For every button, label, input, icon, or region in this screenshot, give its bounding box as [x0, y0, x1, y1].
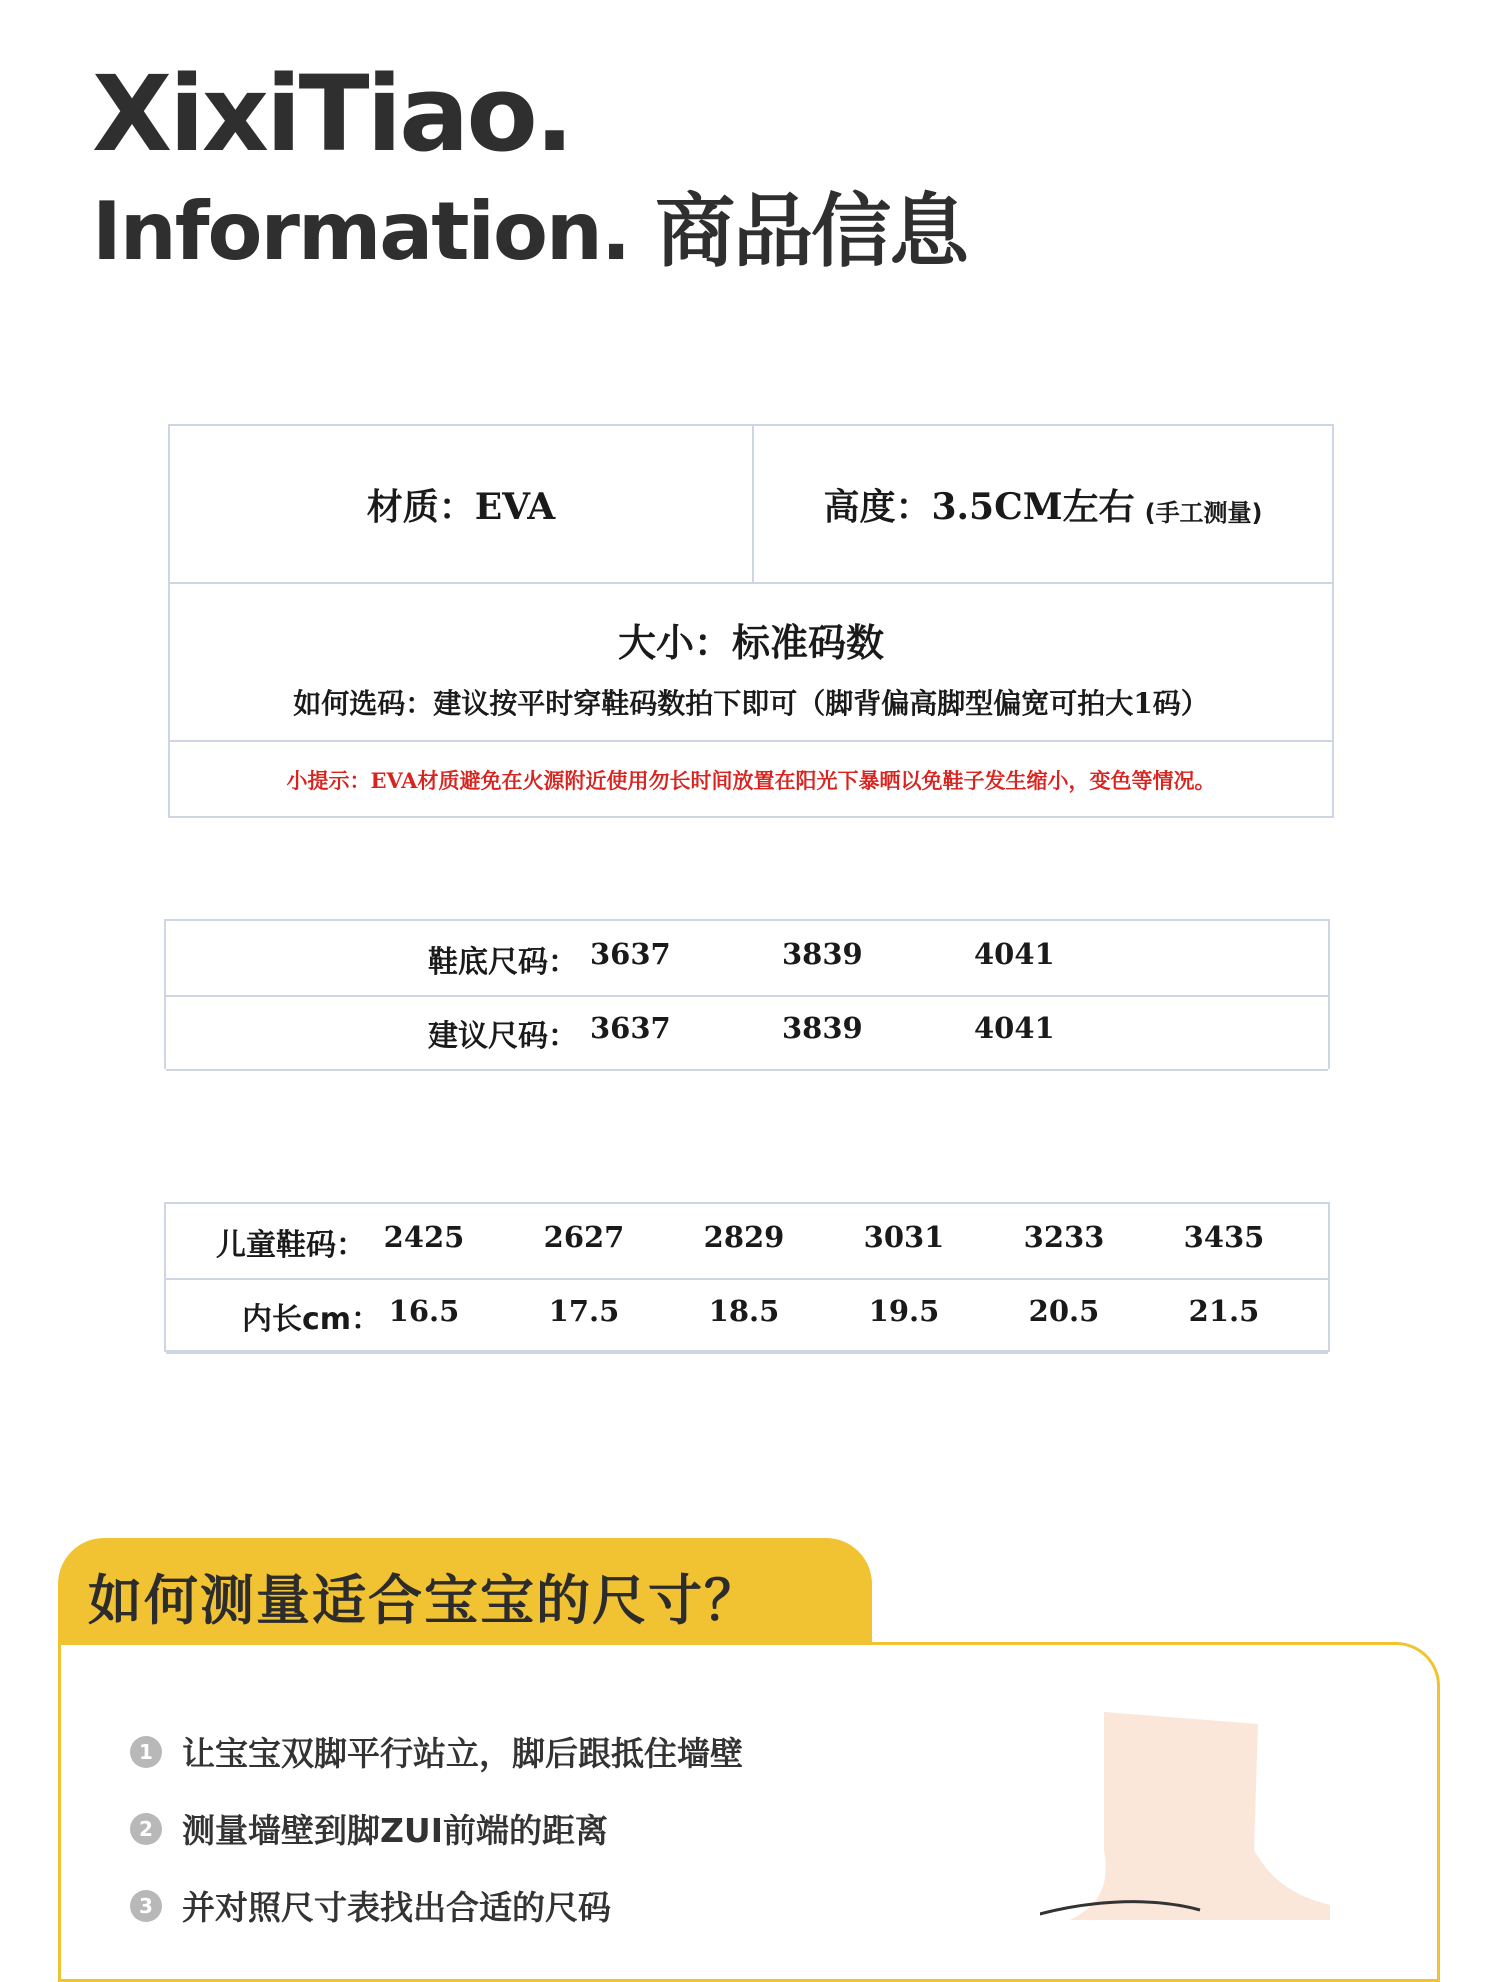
- step-number-badge: 1: [130, 1736, 162, 1768]
- step-text: 让宝宝双脚平行站立，脚后跟抵住墙壁: [182, 1734, 743, 1773]
- row-label: 建议尺码：: [428, 1019, 578, 1054]
- length-value: 19.5: [868, 1294, 940, 1328]
- foot-illustration: [1040, 1700, 1340, 1920]
- adult-size-table: [164, 919, 1330, 1069]
- step-number-badge: 2: [130, 1813, 162, 1845]
- measure-step: [130, 1805, 608, 1852]
- table-row: [166, 921, 1328, 997]
- spec-table: [168, 424, 1334, 818]
- step-number-badge: 3: [130, 1890, 162, 1922]
- size-value: 2425: [383, 1220, 465, 1254]
- spec-row-material-height: [170, 426, 1332, 584]
- size-advice: 如何选码：建议按平时穿鞋码数拍下即可（脚背偏高脚型偏宽可拍大1码）: [293, 687, 1209, 720]
- care-tip: 小提示：EVA材质避免在火源附近使用勿长时间放置在阳光下暴晒以免鞋子发生缩小，变色等情况。: [286, 768, 1216, 793]
- size-value: 4041: [974, 1011, 1055, 1045]
- size-value: 3839: [782, 1011, 863, 1045]
- table-row: [166, 1204, 1328, 1280]
- size-value: 3839: [782, 937, 863, 971]
- size-value: 3031: [863, 1220, 945, 1254]
- length-value: 20.5: [1028, 1294, 1100, 1328]
- size-value: 3637: [590, 937, 671, 971]
- size-heading: 大小：标准码数: [617, 621, 884, 665]
- page-title: Information. 商品信息: [92, 185, 968, 278]
- size-value: 3233: [1023, 1220, 1105, 1254]
- material-cell: [170, 426, 754, 582]
- height-note: (手工测量): [1144, 498, 1263, 527]
- measure-step: [130, 1728, 743, 1775]
- row-label: 鞋底尺码：: [428, 945, 578, 980]
- leg-shape: [1070, 1712, 1330, 1920]
- step-text: 测量墙壁到脚ZUI前端的距离: [182, 1811, 609, 1850]
- row-label: 内长cm：: [242, 1302, 382, 1337]
- step-text: 并对照尺寸表找出合适的尺码: [182, 1888, 611, 1927]
- height-text: 高度：3.5CM左右: [823, 485, 1135, 528]
- measure-section-title: 如何测量适合宝宝的尺寸？: [88, 1569, 760, 1632]
- material-text: 材质：EVA: [366, 485, 556, 528]
- height-cell: [754, 426, 1332, 582]
- size-value: 3637: [590, 1011, 671, 1045]
- size-value: 2627: [543, 1220, 625, 1254]
- measure-step: [130, 1882, 611, 1929]
- length-value: 21.5: [1188, 1294, 1260, 1328]
- size-value: 2829: [703, 1220, 785, 1254]
- kids-size-table: [164, 1202, 1330, 1352]
- size-value: 4041: [974, 937, 1055, 971]
- row-label: 儿童鞋码：: [216, 1228, 366, 1263]
- length-value: 17.5: [548, 1294, 620, 1328]
- table-row: [166, 995, 1328, 1071]
- size-value: 3435: [1183, 1220, 1265, 1254]
- table-row: [166, 1278, 1328, 1354]
- length-value: 16.5: [388, 1294, 460, 1328]
- length-value: 18.5: [708, 1294, 780, 1328]
- spec-row-size: [170, 584, 1332, 742]
- brand-logo-text: XixiTiao.: [92, 53, 572, 175]
